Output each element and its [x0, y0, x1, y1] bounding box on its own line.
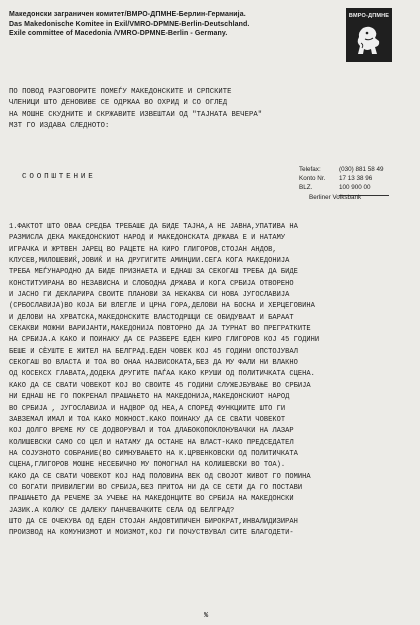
- intro-line: НА МОШНЕ СКУДНИТЕ И СКРЖАВИТЕ ИЗВЕШТАИ ОД "ТАЈНАТА ВЕЧЕРА": [9, 110, 263, 119]
- body-paragraph: [9, 222, 319, 540]
- logo-text: ВМРО-ДПМНЕ: [348, 13, 390, 19]
- body-line: СЕКОГАШ ВО ВЛАСТА И ТОА ВО ОНАА НАЈВИСОКАТА,БЕЗ ДА МУ ФАЛИ НИ ВЛАКНО: [9, 359, 298, 368]
- konto-row: [299, 174, 373, 183]
- body-line: КОЈ ДОЛГО ВРЕМЕ МУ СЕ ДОДВОРУВАЛ И ТОА ДЛАБОКОПОКЛОНУВАЧКИ НА ЛАЗАР: [9, 427, 294, 436]
- letterhead: [9, 10, 339, 39]
- body-line: НА СРБИЈА.А КАКО И ПОИНАКУ ДА СЕ РАЗБЕРЕ ЕДЕН КИРО ГЛИГОРОВ КОЈ 45 ГОДИНИ: [9, 336, 320, 345]
- document-title: СООПШТЕНИЕ: [22, 173, 96, 181]
- body-line: 1.ФАКТОТ ШТО ОВАА СРЕДБА ТРЕБАШЕ ДА БИДЕ ТАЈНА,А НЕ ЈАВНА,УПАТИВА НА: [9, 223, 298, 231]
- body-line: КОЛИШЕВСКИ САМО СО ЦЕЛ И НАТАМУ ДА ОСТАНЕ НА ВЛАСТ-КАКО ПРЕДСЕДАТЕЛ: [9, 438, 294, 447]
- intro-line: ЧЛЕНИЦИ ШТО ДЕНОВИВЕ СЕ ОДРЖАА ВО ОХРИД И СО ОГЛЕД: [9, 99, 228, 108]
- body-line: БЕШЕ И СЀУШТЕ Е ЖИТЕЛ НА БЕЛГРАД.ЕДЕН ЧОВЕК КОЈ 45 ГОДИНИ ОПСТОЈУВАЛ: [9, 347, 298, 356]
- bank-name: Berliner Volksbank: [309, 193, 362, 201]
- telefax-label: Telefax:: [299, 166, 321, 173]
- body-line: НИ ЕДНАШ НЕ ГО ПОКРЕНАЛ ПРАШАЊЕТО НА МАКЕДОНИЈА,МАКЕДОНСКИОТ НАРОД: [9, 393, 290, 402]
- body-line: РАЗМИСЛА ДЕКА МАКЕДОНСКИОТ НАРОД И МАКЕДОНСКАТА ДРЖАВА Е И НАТАМУ: [9, 234, 286, 243]
- contact-block: [299, 165, 384, 202]
- body-line: ОД КОСЕКСХ ГЛАВАТА,ДОДЕКА ДРУГИТЕ ПАЃАА КАКО КРУШИ ОД ПОЛИТИЧКАТА СЦЕНА.: [9, 370, 315, 379]
- organization-logo: [346, 8, 392, 62]
- body-line: ПРОИЗВОД НА КОМУНИЗМОТ И МОИЗМОТ,КОЈ ГИ ПОЧУСТВУВАЛ СИТЕ БЛАГОДЕТИ-: [9, 529, 294, 538]
- intro-line: ПО ПОВОД РАЗГОВОРИТЕ ПОМЕЃУ МАКЕДОНСКИТЕ И СРПСКИТЕ: [9, 88, 232, 96]
- body-line: (СРБОСЛАВИЈА)ВО КОЈА БИ ВЛЕГЛЕ И ЦРНА ГОРА,ДЕЛОВИ НА БОСНА И ХЕРЦЕГОВИНА: [9, 302, 315, 311]
- body-line: НА СОЈУЗНОТО СОБРАНИЕ(ВО СИМНУВАЊЕТО НА К.ЦРВЕНКОВСКИ ОД ПОЛИТИЧКАТА: [9, 449, 298, 458]
- telefax-value: (030) 881 58 49: [339, 166, 384, 173]
- page-mark: %: [204, 612, 209, 620]
- konto-value: 17 13 38 96: [339, 175, 373, 183]
- body-line: ЈАЗИК.А КОЛКУ СЕ ДАЛЕКУ ПАНЧЕВАЧКИТЕ СЕЛА ОД БЕЛГРАД?: [9, 506, 235, 515]
- body-line: КЛУСЕВ,МИЛОШЕВИЌ,ЈОВИЌ И НА ДРУГИГИТЕ АМИНЏИИ.СЕГА КОГА МАКЕДОНИЈА: [9, 257, 290, 266]
- konto-label: Konto Nr.: [299, 175, 326, 183]
- blz-label: BLZ.: [299, 184, 313, 192]
- body-line: КАКО ДА СЕ СВАТИ ЧОВЕКОТ КОЈ НАД ПОЛОВИНА ВЕК ОД СВОЈОТ ЖИВОТ ГО ПОМИНА: [9, 472, 311, 481]
- body-line: СЕКАКВИ МОЖНИ ВАРИЈАНТИ,МАКЕДОНИЈА ПОВТОРНО ДА ЈА ТУРНАТ ВО ПРЕГРАТКИТЕ: [9, 325, 311, 334]
- intro-paragraph: [9, 87, 262, 133]
- body-line: КАКО ДА СЕ СВАТИ ЧОВЕКОТ КОЈ ВО СВОИТЕ 45 ГОДИНИ СЛУЖЕЈБУВАЊЕ ВО СРБИЈА: [9, 381, 311, 390]
- lion-emblem-icon: [353, 24, 385, 58]
- body-line: СО БОГАТИ ПРИВИЛЕГИИ ВО СРБИЈА,БЕЗ ПРИТОА НИ ДА СЕ СЕТИ ДА ГО ПОСТАВИ: [9, 483, 303, 492]
- body-line: ТРЕБА МЕЃУНАРОДНО ДА БИДЕ ПРИЗНАЕТА И ЕДНАШ ЗА СЕКОГАШ ТРЕБА ДА БИДЕ: [9, 268, 298, 277]
- blz-value: 100 900 00: [339, 184, 371, 192]
- blz-row: [299, 183, 371, 192]
- body-line: ПРАШАЊЕТО ДА РЕЧЕМЕ ЗА УЧЕЊЕ НА МАКЕДОНЦИТЕ ВО СРБИЈА НА МАКЕДОНСКИ: [9, 495, 294, 504]
- body-line: И ДЕЛОВИ НА ХРВАТСКА,МАКЕДОНСКИТЕ ВЛАСТОДРШЦИ СЕ ОБИДУВААТ И БАРААТ: [9, 313, 294, 322]
- body-line: ЗАВЗЕМАЛ ИМАЛ И ТОА КАКО МОЖНОСТ.КАКО ПОИНАКУ ДА СЕ СВАТИ ЧОВЕКОТ: [9, 415, 286, 424]
- bank-row: [299, 193, 361, 202]
- body-line: КОНСТИТУИРАНА ВО НЕЗАВИСНА И СЛОБОДНА ДРЖАВА И КОГА СРБИЈА ОТВОРЕНО: [9, 279, 294, 288]
- body-line: ШТО ДА СЕ ОЧЕКУВА ОД ЕДЕН СТОЈАН АНДОВТИПИЧЕН БИРОКРАТ,ИНВАЛИДИЗИРАН: [9, 517, 298, 526]
- letterhead-english: Exile committee of Macedonia /VMRO-DPMNE-Berlin - Germany.: [9, 30, 228, 38]
- body-line: СЦЕНА,ГЛИГОРОВ МОШНЕ НЕСЕБИЧНО МУ ПОМОГНАЛ НА КОЛИШЕВСКИ ВО ТОА).: [9, 461, 286, 470]
- letterhead-german: Das Makedonische Komitee in Exil/VMRO-DPMNE-Berlin-Deutschland.: [9, 20, 250, 28]
- body-line: ВО СРБИЈА , ЈУГОСЛАВИЈА И НАДВОР ОД НЕА,А СПОРЕД ФУНКЦИИТЕ ШТО ГИ: [9, 404, 286, 413]
- body-line: ИГРАЧКА И ЖРТВЕН ЈАРЕЦ ВО РАЦЕТЕ НА КИРО ГЛИГОРОВ,СТОЈАН АНДОВ,: [9, 245, 277, 254]
- telefax-row: [299, 165, 384, 174]
- intro-line: МЗТ ГО ИЗДАВА СЛЕДНОТО:: [9, 122, 110, 131]
- body-line: И ЈАСНО ГИ ДЕКЛАРИРА СВОИТЕ ПЛАНОВИ ЗА НЕКАКВА СИ НОВА ЈУГОСЛАВИЈА: [9, 291, 290, 300]
- letterhead-macedonian: Македонски заграничен комитет/ВМРО-ДПМНЕ-Берлин-Германија.: [9, 11, 246, 18]
